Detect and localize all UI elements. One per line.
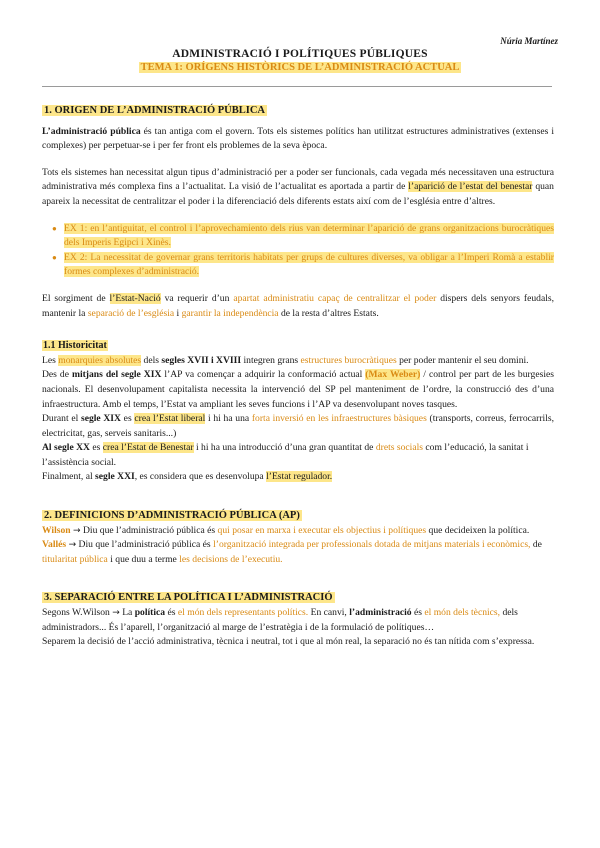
text-run: es <box>89 442 103 454</box>
document-subtitle <box>0 62 600 73</box>
text-run: Segons W.Wilson <box>42 607 113 619</box>
section-2-heading-text: 2. DEFINICIONS D’ADMINISTRACIÓ PÚBLICA (AP) <box>44 510 300 522</box>
example-2-text: EX 2: La necessitat de governar grans territoris habitats per grups de cultures diverses, va obligar a l’Imperi Romà a establir formes complexes d’administració. <box>64 251 554 278</box>
historicitat-line-5 <box>42 470 554 485</box>
text-run: l’AP va començar a adquirir la conformació actual <box>161 369 366 381</box>
accent-text: garantir la independència <box>181 307 279 319</box>
text-run: (transports, correus, ferrocarrils, electricitat, gas, serveis sanitaris...) <box>42 413 554 439</box>
text-run: Des de <box>42 369 72 381</box>
text-run: integren grans <box>241 354 301 366</box>
text-run: Les <box>42 354 59 366</box>
section-3-paragraph-1 <box>42 606 554 635</box>
text-run: i hi ha una introducció d’una gran quantitat de <box>193 442 376 454</box>
bold-text: segle XIX <box>80 413 121 425</box>
accent-text: titularitat pública <box>42 553 108 565</box>
text-run: és <box>411 607 425 619</box>
highlight-estat-regulador: l’Estat regulador. <box>266 471 333 483</box>
bold-text: segles XVII i XVIII <box>161 354 242 366</box>
author-valles: Vallés <box>42 539 67 551</box>
text-run: de la resta d’altres Estats. <box>278 307 379 319</box>
text-run: és <box>165 607 178 619</box>
text-run: En canvi, <box>308 607 350 619</box>
accent-text: qui posar en marxa i executar els objectius i polítiques <box>217 524 427 536</box>
example-1 <box>64 222 554 251</box>
examples-list <box>42 222 554 280</box>
text-run: , es considera que es desenvolupa <box>134 471 267 483</box>
example-2 <box>64 251 554 280</box>
text-run: Tots els sistemes han necessitat algun tipus d’administració per a poder ser funcionals, cada vegada més necessitaven una estructura administrativa més complexa fins a l’actualitat. La visió de l’actualitat es aportada a partir de <box>42 166 554 193</box>
text-run: i <box>174 307 182 319</box>
highlight-estat-benestar: l’aparició de l’estat del benestar <box>408 181 533 193</box>
highlight-estat-nacio: l’Estat-Nació <box>109 292 161 304</box>
historicitat-line-4 <box>42 441 554 470</box>
term-administracio-publica: L’administració pública <box>42 125 141 137</box>
text-run: La <box>119 607 135 619</box>
accent-text: drets socials <box>375 442 423 454</box>
text-run: / control per part de les burgesies nacionals. El desenvolupament capitalista necessita la intervenció del SP pel manteniment de l’ordre, la construcció des d’una infraestructura. Amb el temps, l’Estat va ampliant les seves funcions i l’AP va desenvolupant noves tasques. <box>42 369 554 410</box>
text-run: per poder mantenir el seu domini. <box>396 354 529 366</box>
document-body <box>42 104 554 650</box>
section-1-heading <box>42 104 554 119</box>
document-title: ADMINISTRACIÓ I POLÍTIQUES PÚBLIQUES <box>172 48 428 60</box>
accent-text: l’organització integrada per professionals dotada de mitjans materials i econòmics, <box>213 539 531 551</box>
arrow-right-icon: → <box>68 540 77 551</box>
author-name: Núria Martínez <box>500 36 558 46</box>
author-wilson: Wilson <box>42 524 71 536</box>
section-2-heading <box>42 509 554 524</box>
bold-text: l’administració <box>349 607 412 619</box>
arrow-right-icon: → <box>73 525 81 536</box>
subtitle-text: TEMA 1: ORÍGENS HISTÒRICS DE L’ADMINISTRACIÓ ACTUAL <box>140 62 460 73</box>
historicitat-line-1 <box>42 354 554 369</box>
section-1-paragraph-2 <box>42 166 554 210</box>
bold-text: segle XXI <box>95 471 135 483</box>
historicitat-line-2 <box>42 368 554 412</box>
accent-text: estructures burocràtiques <box>300 354 397 366</box>
accent-text: apartat administratiu capaç de centralitzar el poder <box>233 292 437 304</box>
accent-text: separació de l’església <box>87 307 175 319</box>
accent-text: el món dels representants polítics. <box>177 607 309 619</box>
text-run: i hi ha una <box>205 413 252 425</box>
section-1-heading-text: 1. ORIGEN DE L’ADMINISTRACIÓ PÚBLICA <box>44 105 266 116</box>
text-run: com l’educació, la sanitat i l’assistència social. <box>42 442 529 468</box>
text-run: va requerir d’un <box>160 292 234 304</box>
example-1-text: EX 1: en l’antiguitat, el control i l’aprovechamiento dels rius van determinar l’aparició de grans organitzacions burocràtiques dels Imperis Egipci i Xinès. <box>64 222 554 249</box>
section-1-paragraph-3 <box>42 292 554 321</box>
text-run: El sorgiment de <box>42 292 110 304</box>
text-run: quan apareix la necessitat de centralitzar el poder i la diferenciació dels diferents estats així com de l’església entre d’altres. <box>42 181 554 207</box>
highlight-monarquies: monarquies absolutes <box>58 354 142 366</box>
text-run: dels administradors... És l’aparell, l’organització al marge de l’estratègia i de la formulació de polítiques… <box>42 607 518 633</box>
text-run: dels <box>141 354 162 366</box>
subsection-1-1-heading-text: 1.1 Historicitat <box>43 340 107 352</box>
highlight-estat-benestar-2: crea l’Estat de Benestar <box>102 442 194 454</box>
section-1-paragraph-1 <box>42 125 554 154</box>
text-run: de <box>530 539 542 551</box>
highlight-estat-liberal: crea l’Estat liberal <box>134 413 206 425</box>
section-3-heading <box>42 591 554 606</box>
text-run: és tan antiga com el govern. Tots els sistemes polítics han utilitzat estructures administratives (extenses i complexes) per perpetuar-se i per fer front els problemes de la seva època. <box>42 125 555 152</box>
section-3-paragraph-2: Separem la decisió de l’acció administrativa, tècnica i neutral, tot i que al món real, la separació no és tan nítida com s’expressa. <box>42 636 535 648</box>
text-run: que decideixen la política. <box>426 524 530 536</box>
text-run: dispers dels senyors feudals, mantenir la <box>42 292 555 319</box>
definition-valles <box>42 538 554 567</box>
text-run: Durant el <box>42 413 81 425</box>
text-run: Finalment, al <box>42 471 96 483</box>
text-run: Diu que l’administració pública és <box>80 524 218 536</box>
subsection-1-1-heading <box>42 339 554 354</box>
accent-text: el món dels tècnics, <box>424 607 501 619</box>
accent-text: les decisions de l’executiu. <box>179 553 283 565</box>
section-3-heading-text: 3. SEPARACIÓ ENTRE LA POLÍTICA I L’ADMINISTRACIÓ <box>44 592 333 604</box>
accent-text: forta inversió en les infraestructures bàsiques <box>251 413 427 425</box>
text-run: es <box>120 413 135 425</box>
highlight-max-weber: (Max Weber) <box>365 369 421 381</box>
text-run: i que duu a terme <box>107 553 180 565</box>
definition-wilson <box>42 524 554 539</box>
header-divider <box>42 86 552 87</box>
arrow-right-icon: → <box>112 608 120 619</box>
bold-text: política <box>134 607 166 619</box>
bold-text: mitjans del segle XIX <box>71 369 162 381</box>
text-run: Diu que l’administració pública és <box>76 539 214 551</box>
bold-text: Al segle XX <box>42 442 90 454</box>
historicitat-line-3 <box>42 412 554 441</box>
